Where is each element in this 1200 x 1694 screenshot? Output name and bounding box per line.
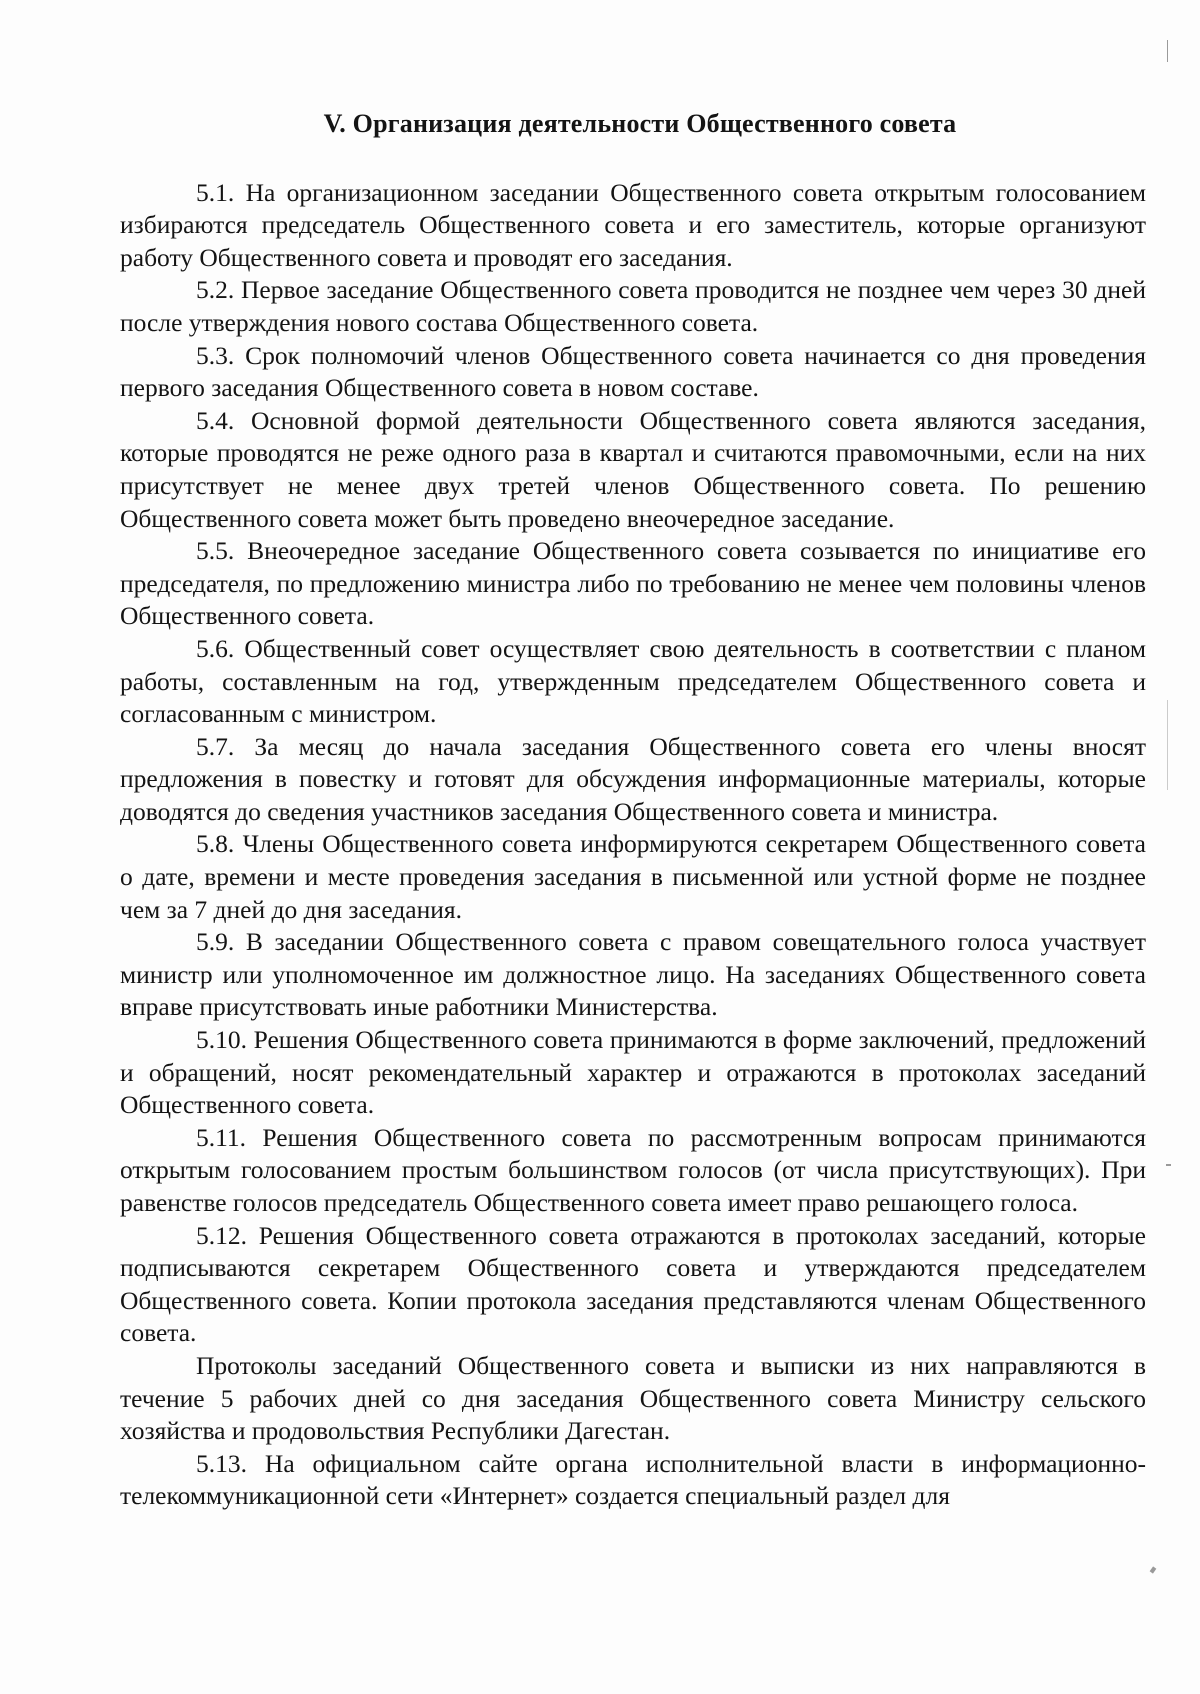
scan-edge-mark	[1150, 1566, 1157, 1573]
scan-edge-mark	[1167, 700, 1168, 790]
paragraph-protocols: Протоколы заседаний Общественного совета и выписки из них направляются в течение 5 рабочих дней со дня заседания Общественного совета Министру сельского хозяйства и продовольствия Республики Дагестан.	[120, 1350, 1146, 1446]
section-heading: V. Организация деятельности Общественного совета	[323, 109, 957, 138]
paragraph-5-6: 5.6. Общественный совет осуществляет свою деятельность в соответствии с планом работы, составленным на год, утвержденным председателем Общественного совета и согласованным с министром.	[120, 633, 1146, 729]
paragraph-5-8: 5.8. Члены Общественного совета информируются секретарем Общественного совета о дате, времени и месте проведения заседания в письменной или устной форме не позднее чем за 7 дней до дня заседания.	[120, 829, 1146, 924]
paragraph-5-12: 5.12. Решения Общественного совета отражаются в протоколах заседаний, которые подписываются секретарем Общественного совета и утверждаются председателем Общественного совета. Копии протокола заседания представляются членам Общественного совета.	[120, 1220, 1146, 1348]
paragraph-5-1: 5.1. На организационном заседании Общественного совета открытым голосованием избираются председатель Общественного совета и его заместитель, которые организуют работу Общественного совета и проводят его заседания.	[120, 177, 1146, 272]
paragraph-5-5: 5.5. Внеочередное заседание Общественного совета созывается по инициативе его председателя, по предложению министра либо по требованию не менее чем половины членов Общественного совета.	[120, 536, 1146, 631]
paragraph-5-13: 5.13. На официальном сайте органа исполнительной власти в информационно-телекоммуникационной сети «Интернет» создается специальный раздел для	[120, 1448, 1146, 1511]
paragraph-5-11: 5.11. Решения Общественного совета по рассмотренным вопросам принимаются открытым голосованием простым большинством голосов (от числа присутствующих). При равенстве голосов председатель Общественного совета имеет право решающего голоса.	[120, 1122, 1146, 1217]
paragraph-5-9: 5.9. В заседании Общественного совета с правом совещательного голоса участвует министр или уполномоченное им должностное лицо. На заседаниях Общественного совета вправе присутствовать иные работники Министерства.	[120, 927, 1146, 1022]
paragraph-5-4: 5.4. Основной формой деятельности Общественного совета являются заседания, которые проводятся не реже одного раза в квартал и считаются правомочными, если на них присутствует не менее двух третей членов Общественного совета. По решению Общественного совета может быть проведено внеочередное заседание.	[120, 405, 1146, 533]
paragraph-5-3: 5.3. Срок полномочий членов Общественного совета начинается со дня проведения первого заседания Общественного совета в новом составе.	[120, 340, 1146, 403]
paragraph-5-2: 5.2. Первое заседание Общественного совета проводится не позднее чем через 30 дней после утверждения нового состава Общественного совета.	[120, 275, 1146, 337]
paragraph-5-10: 5.10. Решения Общественного совета принимаются в форме заключений, предложений и обращений, носят рекомендательный характер и отражаются в протоколах заседаний Общественного совета.	[120, 1025, 1146, 1120]
paragraph-5-7: 5.7. За месяц до начала заседания Общественного совета его члены вносят предложения в повестку и готовят для обсуждения информационные материалы, которые доводятся до сведения участников заседания Общественного совета и министра.	[120, 731, 1146, 826]
scan-edge-mark	[1167, 40, 1168, 62]
document-body	[120, 108, 1146, 1513]
scan-edge-mark	[1166, 1164, 1171, 1166]
